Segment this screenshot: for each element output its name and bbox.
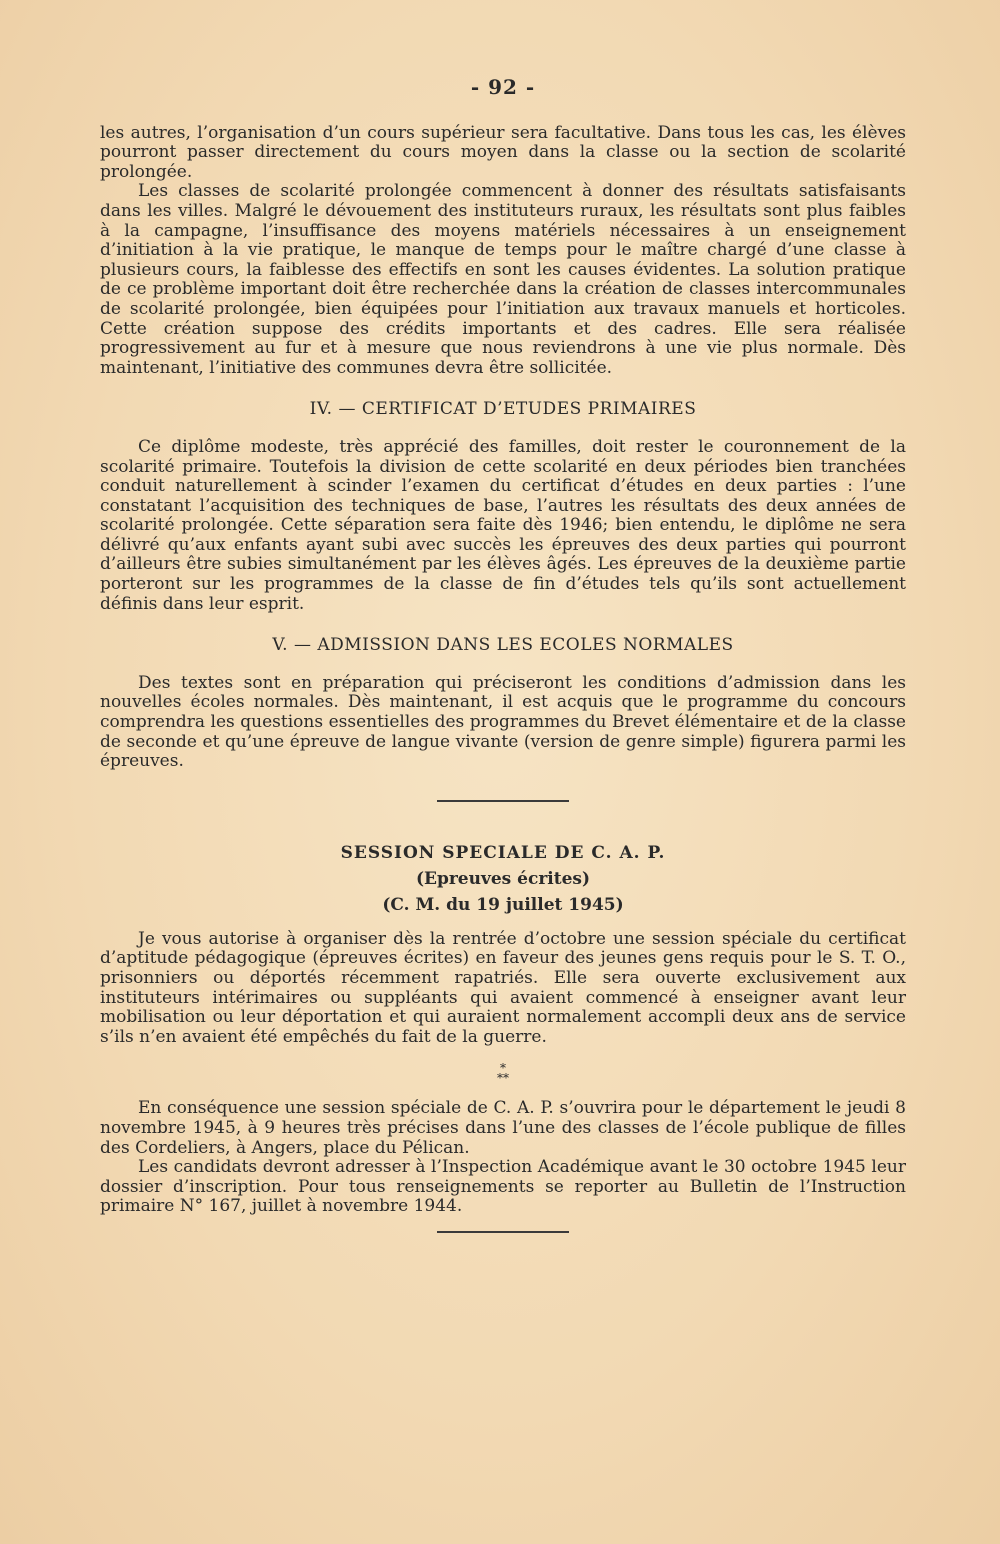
paragraph-consequence: En conséquence une session spéciale de C. A. P. s’ouvrira pour le département le jeudi 8 novembre 1945, à 9 heures très précises dans l’une des classes de l’école publique de filles des Cordeliers, à Angers, place du Pélican. [100,1098,906,1158]
end-rule [437,1231,569,1233]
session-reference: (C. M. du 19 juillet 1945) [382,894,624,915]
text-column [100,70,906,1233]
paragraph-admission: Des textes sont en préparation qui préciseront les conditions d’admission dans les nouvelles écoles normales. Dès maintenant, il est acquis que le programme du concours comprendra les questions essentielles des programmes du Brevet élémentaire et de la classe de seconde et qu’une épreuve de langue vivante (version de genre simple) figurera parmi les épreuves. [100,672,906,772]
paragraph-candidats: Les candidats devront adresser à l’Inspection Académique avant le 30 octobre 1945 leur dossier d’inscription. Pour tous renseignements se reporter au Bulletin de l’Instruction primaire N° 167, juillet à novembre 1944. [100,1157,906,1217]
paragraph-certificat: Ce diplôme modeste, très apprécié des familles, doit rester le couronnement de la scolarité primaire. Toutefois la division de cette scolarité en deux périodes bien tranchées conduit naturellement à scinder l’examen du certificat d’études en deux parties : l’une constatant l’acquisition des techniques de base, l’autres les résultats des deux années de scolarité prolongée. Cette séparation sera faite dès 1946; bien entendu, le diplôme ne sera délivré qu’aux enfants ayant subi avec succès les épreuves des deux parties qui pourront d’ailleurs être subies simultanément par les élèves âgés. Les épreuves de la deuxième partie porteront sur les programmes de la classe de fin d’études tels qu’ils sont actuellement définis dans leur esprit. [100,436,906,614]
session-subtitle: (Epreuves écrites) [415,868,591,889]
paragraph-intro: les autres, l’organisation d’un cours supérieur sera facultative. Dans tous les cas, les élèves pourront passer directement du cours moyen dans la classe ou la section de scolarité prolongée. [100,122,906,182]
session-title: SESSION SPECIALE DE C. A. P. [340,842,666,863]
page-number: - 92 - [470,75,536,99]
session-header [100,840,906,918]
paragraph-classes: Les classes de scolarité prolongée commencent à donner des résultats satisfaisants dans les villes. Malgré le dévouement des instituteurs ruraux, les résultats sont plus faibles à la campagne, l’insuffisance des moyens matériels nécessaires à un enseignement d’initiation à la vie pratique, le manque de temps pour le maître chargé d’une classe à plusieurs cours, la faiblesse des effectifs en sont les causes évidentes. La solution pratique de ce problème important doit être recherchée dans la création de classes intercommunales de scolarité prolongée, bien équipées pour l’initiation aux travaux manuels et horticoles. Cette création suppose des crédits importants et des cadres. Elle sera réalisée progressivement au fur et à mesure que nous reviendrons à une vie plus normale. Dès maintenant, l’initiative des communes devra être sollicitée. [100,181,906,378]
asterism-icon: * ** [497,1061,509,1086]
section-heading-iv: IV. — CERTIFICAT D’ETUDES PRIMAIRES [309,399,697,420]
paragraph-session: Je vous autorise à organiser dès la rentrée d’octobre une session spéciale du certificat d’aptitude pédagogique (épreuves écrites) en faveur des jeunes gens requis pour le S. T. O., prisonniers ou déportés récemment rapatriés. Elle sera ouverte exclusivement aux instituteurs intérimaires ou suppléants qui avaient commencé à enseigner avant leur mobilisation ou leur déportation et qui auraient normalement accompli deux ans de service s’ils n’en avaient été empêchés du fait de la guerre. [100,928,906,1047]
separator-rule [437,800,569,802]
section-heading-v: V. — ADMISSION DANS LES ECOLES NORMALES [272,635,734,656]
